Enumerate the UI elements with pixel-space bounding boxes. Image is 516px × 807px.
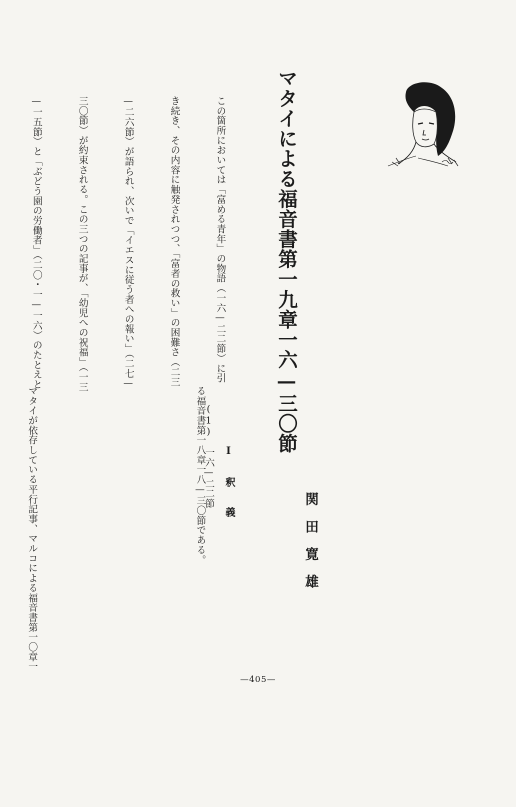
text-line: き続き、その内容に触発されつつ、「富者の救い」の困難さ（二三 — [168, 96, 180, 387]
page-number: —405— — [240, 675, 276, 685]
author-name: 関田寛雄 — [302, 492, 318, 602]
author-portrait-illustration — [378, 78, 468, 170]
text-line: —一五節）と「ぶどう園の労働者」（二〇・一—一六）のたとえと — [30, 96, 42, 390]
body-text-lower — [26, 386, 238, 686]
text-line: この箇所においては「富める青年」の物語（一六—二二節）に引 — [214, 96, 226, 384]
text-line: —二六節）が語られ、次いで「イエスに従う者への報い」（二七— — [122, 96, 134, 390]
sub-heading: (1) 一六—二二節 — [203, 404, 214, 509]
text-line: 三〇節）が約束される。この三つの記事が、「幼児への祝福」（一三 — [76, 96, 88, 392]
text-line: マタイが依存している平行記事、マルコによる福音書第一〇章一 — [26, 386, 38, 672]
article-title: マタイによる福音書第一九章一六—三〇節 — [275, 68, 298, 454]
text-line: る福音書第一八章一八—三〇節である。 — [194, 386, 206, 565]
section-heading: I 釈 義 — [223, 446, 234, 522]
body-text-upper — [30, 96, 258, 396]
